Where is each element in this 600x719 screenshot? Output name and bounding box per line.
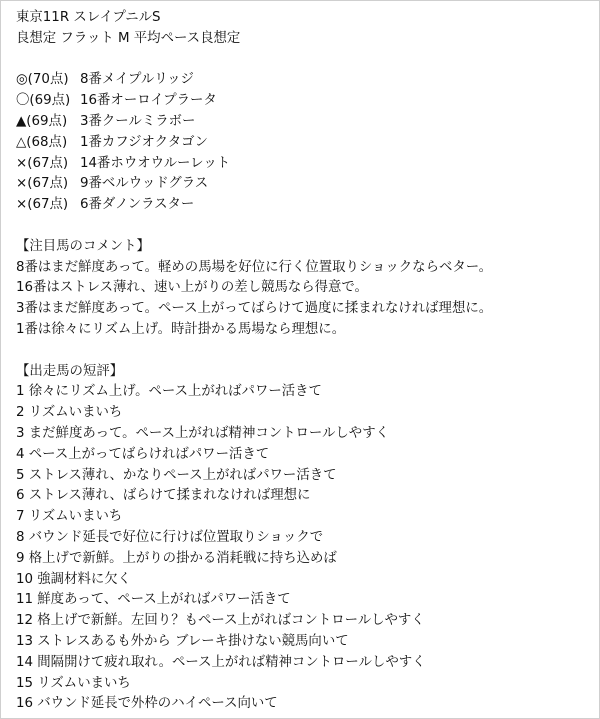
pick-mark: ×(67点) [16, 176, 69, 192]
pick-mark: ×(67点) [16, 197, 69, 213]
pick-horse: 8番メイプルリッジ [80, 72, 194, 88]
pick-horse: 3番クールミラボー [80, 113, 196, 129]
pick-mark: △(68点) [16, 134, 68, 150]
review-line: 4 ペース上がってばらければパワー活きて [16, 446, 270, 462]
review-line: 6 ストレス薄れ、ばらけて揉まれなければ理想に [16, 488, 311, 504]
race-condition: 良想定 フラット M 平均ペース良想定 [16, 30, 241, 46]
pick-row [16, 70, 592, 91]
pick-row [16, 195, 592, 216]
review-line: 14 間隔開けて疲れ取れ。ペース上がれば精神コントロールしやすく [16, 654, 426, 670]
pick-mark: 〇(69点) [16, 93, 71, 109]
race-title: 東京11R スレイプニルS [16, 10, 161, 25]
pick-row [16, 154, 592, 175]
pick-row [16, 91, 592, 112]
review-line: 9 格上げで新鮮。上がりの掛かる消耗戦に持ち込めば [16, 550, 337, 566]
pick-row [16, 133, 592, 154]
pick-horse: 1番カフジオクタゴン [80, 134, 208, 150]
review-line: 7 リズムいまいち [16, 509, 123, 525]
review-line: 13 ストレスあるも外から ブレーキ掛けない競馬向いて [16, 633, 349, 649]
pick-horse: 16番オーロイプラータ [80, 93, 217, 109]
comment-line: 8番はまだ鮮度あって。軽めの馬場を好位に行く位置取りショックならベター。 [16, 259, 492, 275]
review-line: 12 格上げで新鮮。左回り？もペース上がればコントロールしやすく [16, 613, 425, 629]
review-line: 11 鮮度あって、ペース上がればパワー活きて [16, 592, 291, 608]
reviews-section [16, 362, 592, 716]
review-line: 5 ストレス薄れ、かなりペース上がればパワー活きて [16, 467, 337, 483]
pick-mark: ×(67点) [16, 155, 69, 171]
spacer [16, 341, 592, 362]
review-line: 16 バウンド延長で外枠のハイペース向いて [16, 696, 278, 712]
comments-section [16, 237, 592, 341]
review-line: 3 まだ鮮度あって。ペース上がれば精神コントロールしやすく [16, 425, 389, 441]
pick-horse: 6番ダノンラスター [80, 197, 195, 213]
pick-row [16, 174, 592, 195]
pick-row [16, 112, 592, 133]
review-line: 10 強調材料に欠く [16, 571, 132, 587]
pick-mark: ▲(69点) [16, 113, 68, 129]
review-line: 2 リズムいまいち [16, 405, 123, 421]
comment-line: 3番はまだ鮮度あって。ペース上がってばらけて過度に揉まれなければ理想に。 [16, 301, 493, 317]
pick-horse: 14番ホウオウルーレット [80, 155, 231, 171]
review-line: 8 バウンド延長で好位に行けば位置取りショックで [16, 529, 324, 545]
spacer [16, 216, 592, 237]
pick-mark: ◎(70点) [16, 72, 69, 88]
comments-heading: 【注目馬のコメント】 [16, 238, 150, 254]
comment-line: 1番は徐々にリズム上げ。時計掛かる馬場なら理想に。 [16, 321, 346, 337]
prediction-document [16, 8, 592, 715]
review-line: 1 徐々にリズム上げ。ペース上がればパワー活きて [16, 384, 322, 400]
pick-horse: 9番ベルウッドグラス [80, 176, 209, 192]
reviews-heading: 【出走馬の短評】 [16, 363, 124, 379]
spacer [16, 50, 592, 71]
comment-line: 16番はストレス薄れ、速い上がりの差し競馬なら得意で。 [16, 280, 368, 296]
picks-list [16, 70, 592, 216]
review-line: 15 リズムいまいち [16, 675, 131, 691]
